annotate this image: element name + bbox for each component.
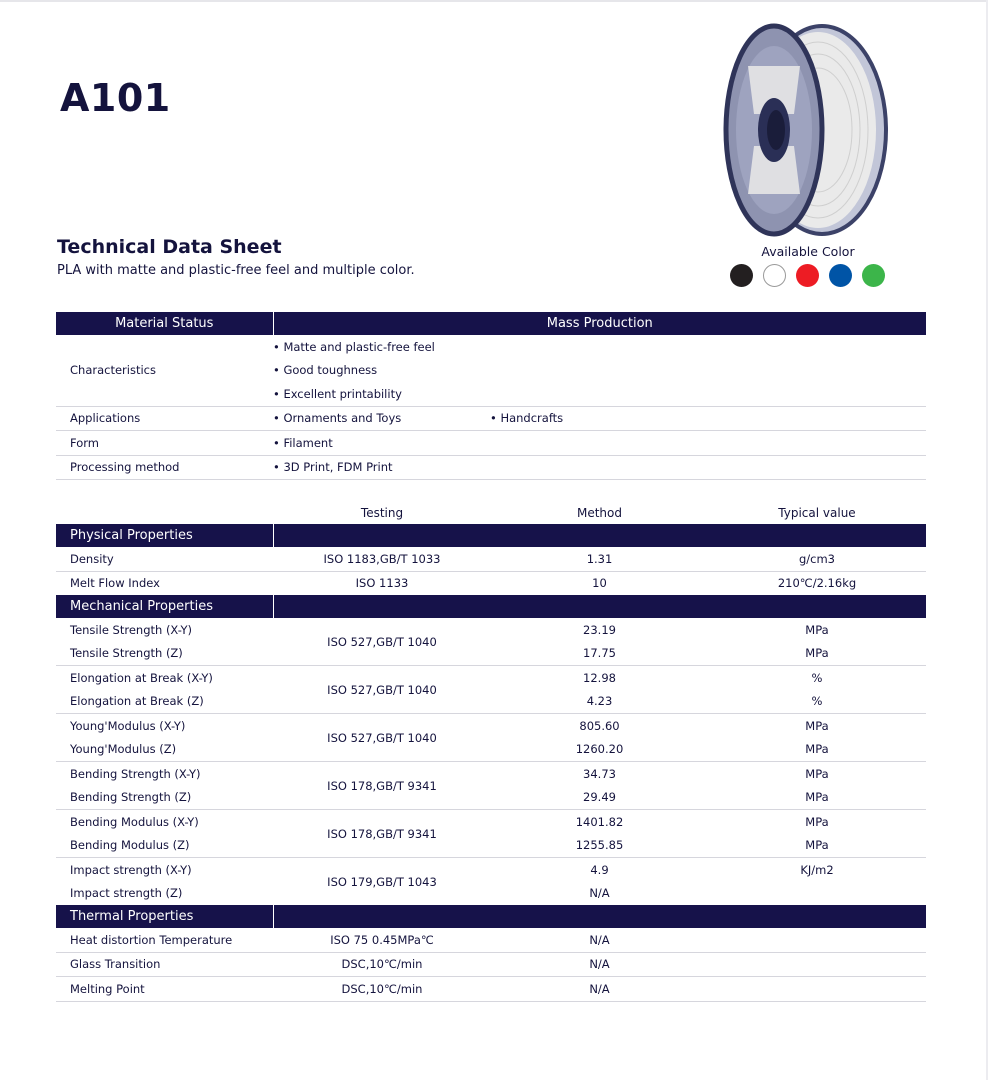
table-row <box>56 738 926 762</box>
property-name: Heat distortion Temperature <box>56 928 273 952</box>
table-row <box>56 858 926 882</box>
property-method: N/A <box>491 977 708 1002</box>
characteristics-row <box>56 335 926 359</box>
property-testing: ISO 527,GB/T 1040 <box>273 714 491 762</box>
column-header-testing: Testing <box>360 505 404 520</box>
top-border <box>0 0 988 2</box>
form-row <box>56 431 926 456</box>
property-name: Tensile Strength (X-Y) <box>70 622 193 637</box>
property-testing: DSC,10℃/min <box>273 977 491 1002</box>
property-method: 23.19 <box>583 622 616 637</box>
table-row <box>56 786 926 810</box>
property-value: MPa <box>805 622 829 637</box>
mechanical-properties-header <box>56 595 926 618</box>
table-row <box>56 666 926 690</box>
thermal-properties-header <box>56 905 926 928</box>
column-header-method: Method <box>576 505 622 520</box>
property-value: MPa <box>805 766 829 781</box>
color-swatch-black <box>730 264 753 287</box>
property-name: Elongation at Break (Z) <box>56 690 273 714</box>
property-method: 12.98 <box>583 670 616 685</box>
table-row <box>56 714 926 738</box>
property-method: N/A <box>491 952 708 977</box>
property-method: 17.75 <box>491 642 708 666</box>
properties-table <box>56 501 926 1002</box>
table-row <box>56 690 926 714</box>
property-testing: ISO 178,GB/T 9341 <box>273 762 491 810</box>
property-name: Elongation at Break (X-Y) <box>70 670 213 685</box>
material-table <box>56 312 926 480</box>
property-testing: DSC,10℃/min <box>273 952 491 977</box>
material-status-label: Material Status <box>56 312 273 335</box>
property-method: N/A <box>491 928 708 952</box>
table-row <box>56 810 926 834</box>
property-method: 34.73 <box>583 766 616 781</box>
property-testing: ISO 527,GB/T 1040 <box>273 666 491 714</box>
property-value: % <box>708 690 926 714</box>
property-method: 10 <box>592 576 607 591</box>
property-name: Bending Strength (Z) <box>56 786 273 810</box>
material-status-row <box>56 312 926 335</box>
property-value: KJ/m2 <box>800 862 834 877</box>
property-value <box>708 952 926 977</box>
property-name: Density <box>56 547 273 571</box>
property-value: MPa <box>708 834 926 858</box>
processing-value: • 3D Print, FDM Print <box>273 455 926 480</box>
property-value: MPa <box>708 786 926 810</box>
property-value <box>708 977 926 1002</box>
table-row <box>56 834 926 858</box>
characteristic-item: • Good toughness <box>273 363 378 378</box>
processing-label: Processing method <box>56 455 273 480</box>
property-name: Melting Point <box>56 977 273 1002</box>
color-swatch-green <box>862 264 885 287</box>
physical-properties-header <box>56 524 926 547</box>
table-row <box>56 952 926 977</box>
table-row <box>56 642 926 666</box>
sheet-subtitle: PLA with matte and plastic-free feel and multiple color. <box>57 263 415 278</box>
table-row <box>56 618 926 642</box>
property-name: Impact strength (X-Y) <box>70 862 192 877</box>
property-name: Young'Modulus (X-Y) <box>70 718 186 733</box>
table-row <box>56 762 926 786</box>
property-name: Tensile Strength (Z) <box>56 642 273 666</box>
table-row <box>56 977 926 1002</box>
table-row <box>56 571 926 595</box>
form-label: Form <box>56 431 273 456</box>
property-testing: ISO 179,GB/T 1043 <box>327 874 437 889</box>
material-status-value: Mass Production <box>273 312 926 335</box>
application-item: • Handcrafts <box>490 411 564 426</box>
applications-label: Applications <box>56 406 273 431</box>
table-row <box>56 882 926 906</box>
color-swatch-white <box>763 264 786 287</box>
color-swatches <box>730 264 885 287</box>
property-testing: ISO 1133 <box>355 576 409 591</box>
form-value: • Filament <box>273 431 926 456</box>
processing-row <box>56 455 926 480</box>
property-value: % <box>811 670 823 685</box>
available-color-label: Available Color <box>761 244 855 259</box>
property-method: 1260.20 <box>491 738 708 762</box>
sheet-title: Technical Data Sheet <box>57 236 282 258</box>
property-method: 4.9 <box>590 862 609 877</box>
application-item: • Ornaments and Toys <box>273 411 402 426</box>
property-name: Young'Modulus (Z) <box>56 738 273 762</box>
property-method: 29.49 <box>491 786 708 810</box>
property-testing: ISO 527,GB/T 1040 <box>273 618 491 666</box>
applications-row <box>56 406 926 431</box>
characteristic-item: • Excellent printability <box>273 382 926 406</box>
property-method: 1401.82 <box>575 814 624 829</box>
property-name: Glass Transition <box>56 952 273 977</box>
characteristic-item: • Matte and plastic-free feel <box>273 339 435 354</box>
filament-spool-image <box>718 18 898 244</box>
section-title: Physical Properties <box>56 524 273 547</box>
property-method: 1.31 <box>491 547 708 571</box>
property-name: Impact strength (Z) <box>70 886 183 901</box>
property-name: Bending Modulus (Z) <box>56 834 273 858</box>
property-name: Melt Flow Index <box>70 576 160 591</box>
property-testing: ISO 75 0.45MPa℃ <box>273 928 491 952</box>
property-testing: ISO 178,GB/T 9341 <box>273 810 491 858</box>
column-header-row <box>56 501 926 524</box>
property-name: Bending Modulus (X-Y) <box>70 814 199 829</box>
property-value: 210℃/2.16kg <box>777 576 857 591</box>
property-value: MPa <box>805 814 829 829</box>
property-method: 805.60 <box>579 718 620 733</box>
property-value: MPa <box>708 738 926 762</box>
table-row <box>56 547 926 571</box>
property-method: N/A <box>589 886 610 901</box>
property-name: Bending Strength (X-Y) <box>70 766 201 781</box>
color-swatch-blue <box>829 264 852 287</box>
property-value: g/cm3 <box>708 547 926 571</box>
column-header-typical-value: Typical value <box>778 505 856 520</box>
property-value <box>708 882 926 906</box>
property-value: MPa <box>805 718 829 733</box>
color-swatch-red <box>796 264 819 287</box>
characteristics-label: Characteristics <box>56 335 273 406</box>
property-method: 1255.85 <box>491 834 708 858</box>
section-title: Mechanical Properties <box>56 595 273 618</box>
section-title: Thermal Properties <box>56 905 273 928</box>
property-method: 4.23 <box>491 690 708 714</box>
table-row <box>56 928 926 952</box>
property-testing: ISO 1183,GB/T 1033 <box>273 547 491 571</box>
property-value <box>708 928 926 952</box>
property-value: MPa <box>708 642 926 666</box>
model-name: A101 <box>60 76 171 120</box>
